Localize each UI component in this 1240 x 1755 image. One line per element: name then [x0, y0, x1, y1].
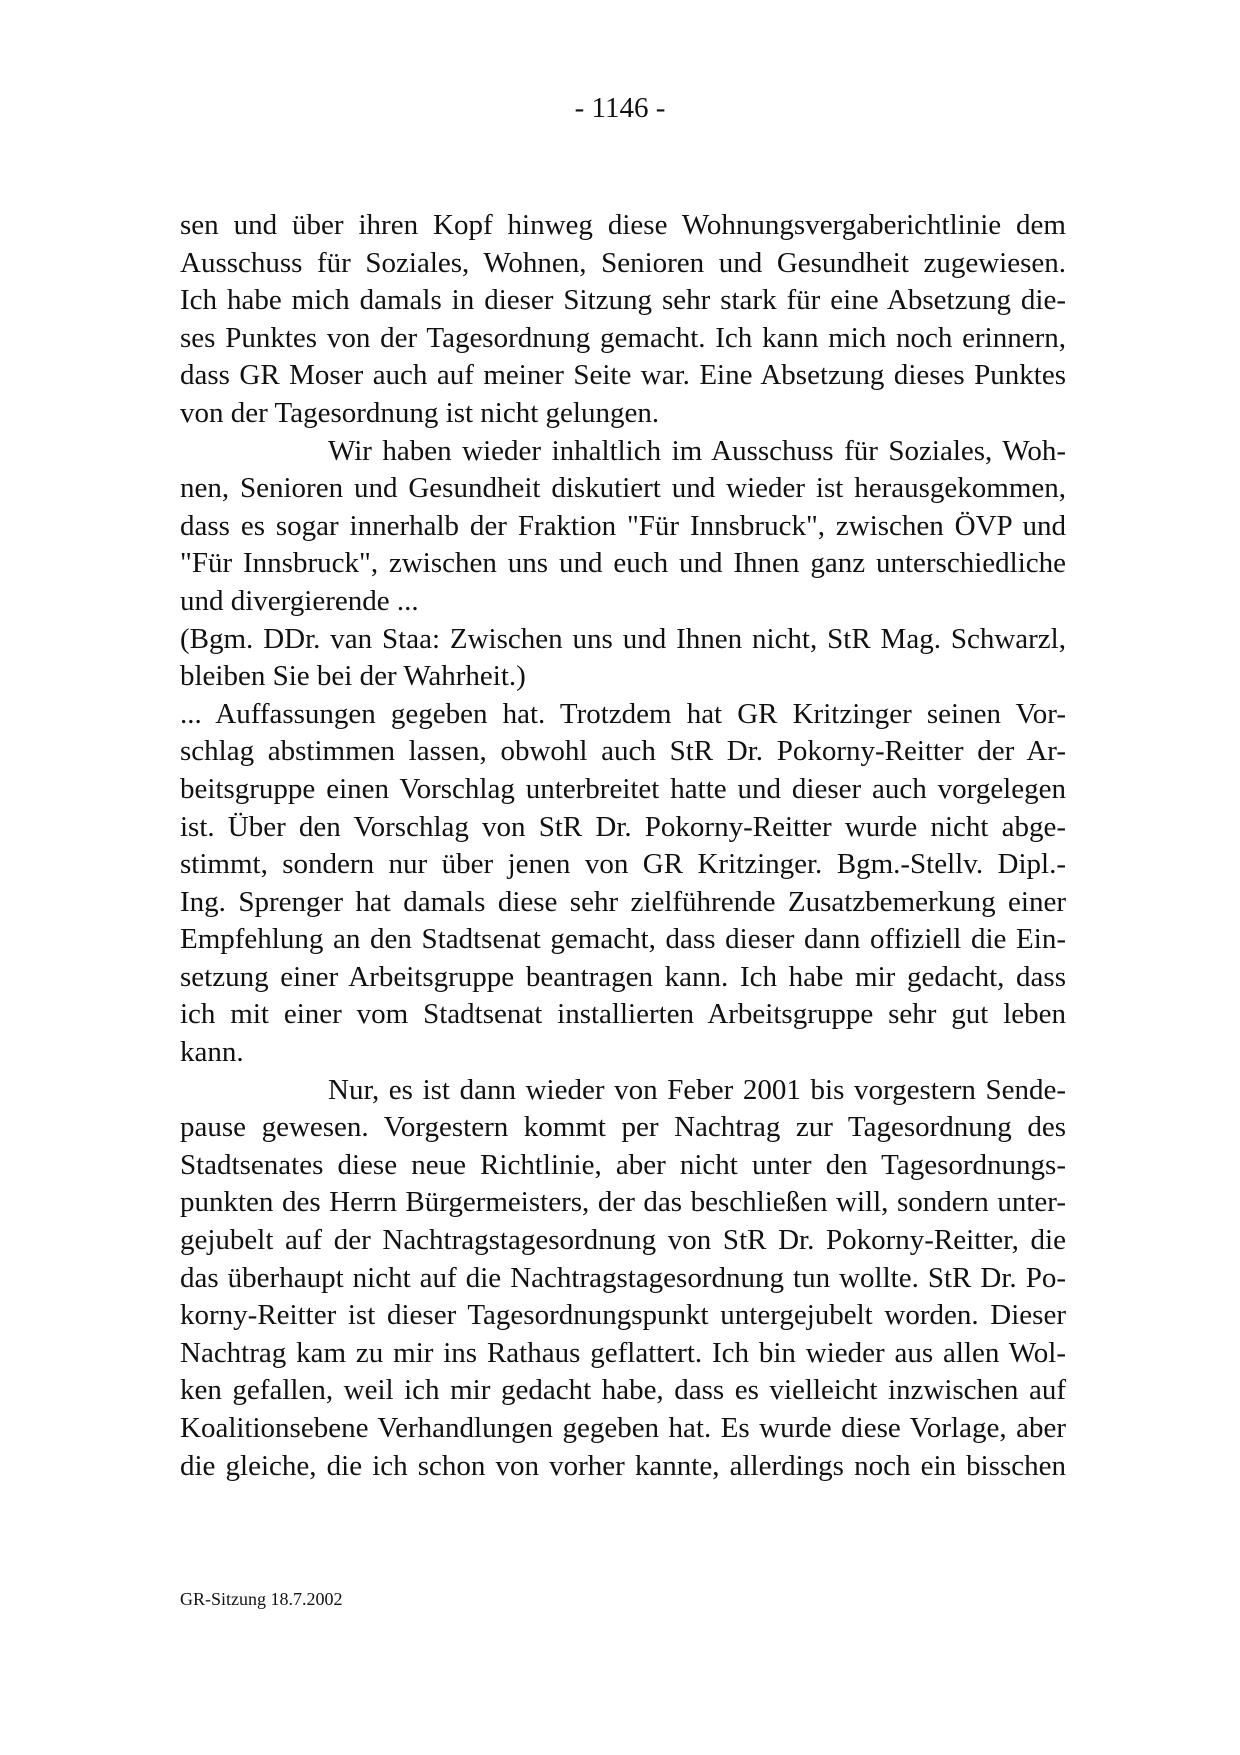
text-line: ich mit einer vom Stadtsenat installierten Arbeitsgruppe sehr gut leben — [180, 998, 1066, 1031]
text-line: beitsgruppe einen Vorschlag unterbreitet hatte und dieser auch vorgelegen — [180, 772, 1066, 805]
text-line: stimmt, sondern nur über jenen von GR Kritzinger. Bgm.-Stellv. Dipl.- — [180, 848, 1066, 881]
text-line: bleiben Sie bei der Wahrheit.) — [180, 660, 526, 693]
footer-session-date: GR-Sitzung 18.7.2002 — [180, 1589, 343, 1609]
text-line: Ing. Sprenger hat damals diese sehr zielführende Zusatzbemerkung einer — [180, 885, 1066, 918]
text-line: Empfehlung an den Stadtsenat gemacht, dass dieser dann offiziell die Ein- — [180, 923, 1066, 956]
text-line: Nachtrag kam zu mir ins Rathaus geflattert. Ich bin wieder aus allen Wol- — [180, 1336, 1066, 1369]
text-line: (Bgm. DDr. van Staa: Zwischen uns und Ihnen nicht, StR Mag. Schwarzl, — [180, 622, 1066, 655]
text-line: Ausschuss für Soziales, Wohnen, Senioren und Gesundheit zugewiesen. — [180, 246, 1066, 279]
text-line: nen, Senioren und Gesundheit diskutiert und wieder ist herausgekommen, — [180, 472, 1066, 505]
text-line: Stadtsenates diese neue Richtlinie, aber nicht unter den Tagesordnungs- — [180, 1148, 1066, 1181]
text-line: ken gefallen, weil ich mir gedacht habe, dass es vielleicht inzwischen auf — [180, 1374, 1066, 1407]
text-line: das überhaupt nicht auf die Nachtragstagesordnung tun wollte. StR Dr. Po- — [180, 1261, 1066, 1294]
text-line: ist. Über den Vorschlag von StR Dr. Pokorny-Reitter wurde nicht abge- — [180, 810, 1066, 843]
paragraph-continuation — [180, 207, 1066, 433]
text-line: dass GR Moser auch auf meiner Seite war. Eine Absetzung dieses Punktes — [180, 359, 1066, 392]
speaker-interjection — [180, 621, 1066, 696]
text-line: korny-Reitter ist dieser Tagesordnungspunkt untergejubelt worden. Dieser — [180, 1299, 1066, 1332]
paragraph-continuation — [180, 696, 1066, 1072]
text-line: setzung einer Arbeitsgruppe beantragen kann. Ich habe mir gedacht, dass — [180, 960, 1066, 993]
page-number: - 1146 - — [574, 92, 666, 124]
text-line: die gleiche, die ich schon von vorher kannte, allerdings noch ein bisschen — [180, 1449, 1066, 1482]
text-line: Koalitionsebene Verhandlungen gegeben hat. Es wurde diese Vorlage, aber — [180, 1412, 1066, 1444]
text-line: gejubelt auf der Nachtragstagesordnung von StR Dr. Pokorny-Reitter, die — [180, 1224, 1066, 1257]
transcript-body — [180, 207, 1066, 1485]
text-line: von der Tagesordnung ist nicht gelungen. — [180, 396, 660, 429]
text-line: pause gewesen. Vorgestern kommt per Nachtrag zur Tagesordnung des — [180, 1111, 1066, 1144]
text-line: ... Auffassungen gegeben hat. Trotzdem hat GR Kritzinger seinen Vor- — [180, 697, 1066, 730]
text-line: kann. — [180, 1036, 244, 1069]
text-line: dass es sogar innerhalb der Fraktion "Für Innsbruck", zwischen ÖVP und — [180, 509, 1066, 542]
text-line: Ich habe mich damals in dieser Sitzung sehr stark für eine Absetzung die- — [180, 284, 1066, 317]
text-line: sen und über ihren Kopf hinweg diese Wohnungsvergaberichtlinie dem — [180, 209, 1066, 241]
text-line: schlag abstimmen lassen, obwohl auch StR Dr. Pokorny-Reitter der Ar- — [180, 735, 1066, 768]
text-line: ses Punktes von der Tagesordnung gemacht. Ich kann mich noch erinnern, — [180, 321, 1066, 354]
text-line: "Für Innsbruck", zwischen uns und euch und Ihnen ganz unterschiedliche — [180, 547, 1066, 580]
text-line: Nur, es ist dann wieder von Feber 2001 bis vorgestern Sende- — [328, 1073, 1066, 1106]
text-line: und divergierende ... — [180, 584, 419, 617]
text-line: Wir haben wieder inhaltlich im Ausschuss für Soziales, Woh- — [328, 434, 1066, 467]
paragraph — [180, 433, 1066, 621]
paragraph — [180, 1072, 1066, 1486]
text-line: punkten des Herrn Bürgermeisters, der das beschließen will, sondern unter- — [180, 1186, 1066, 1219]
